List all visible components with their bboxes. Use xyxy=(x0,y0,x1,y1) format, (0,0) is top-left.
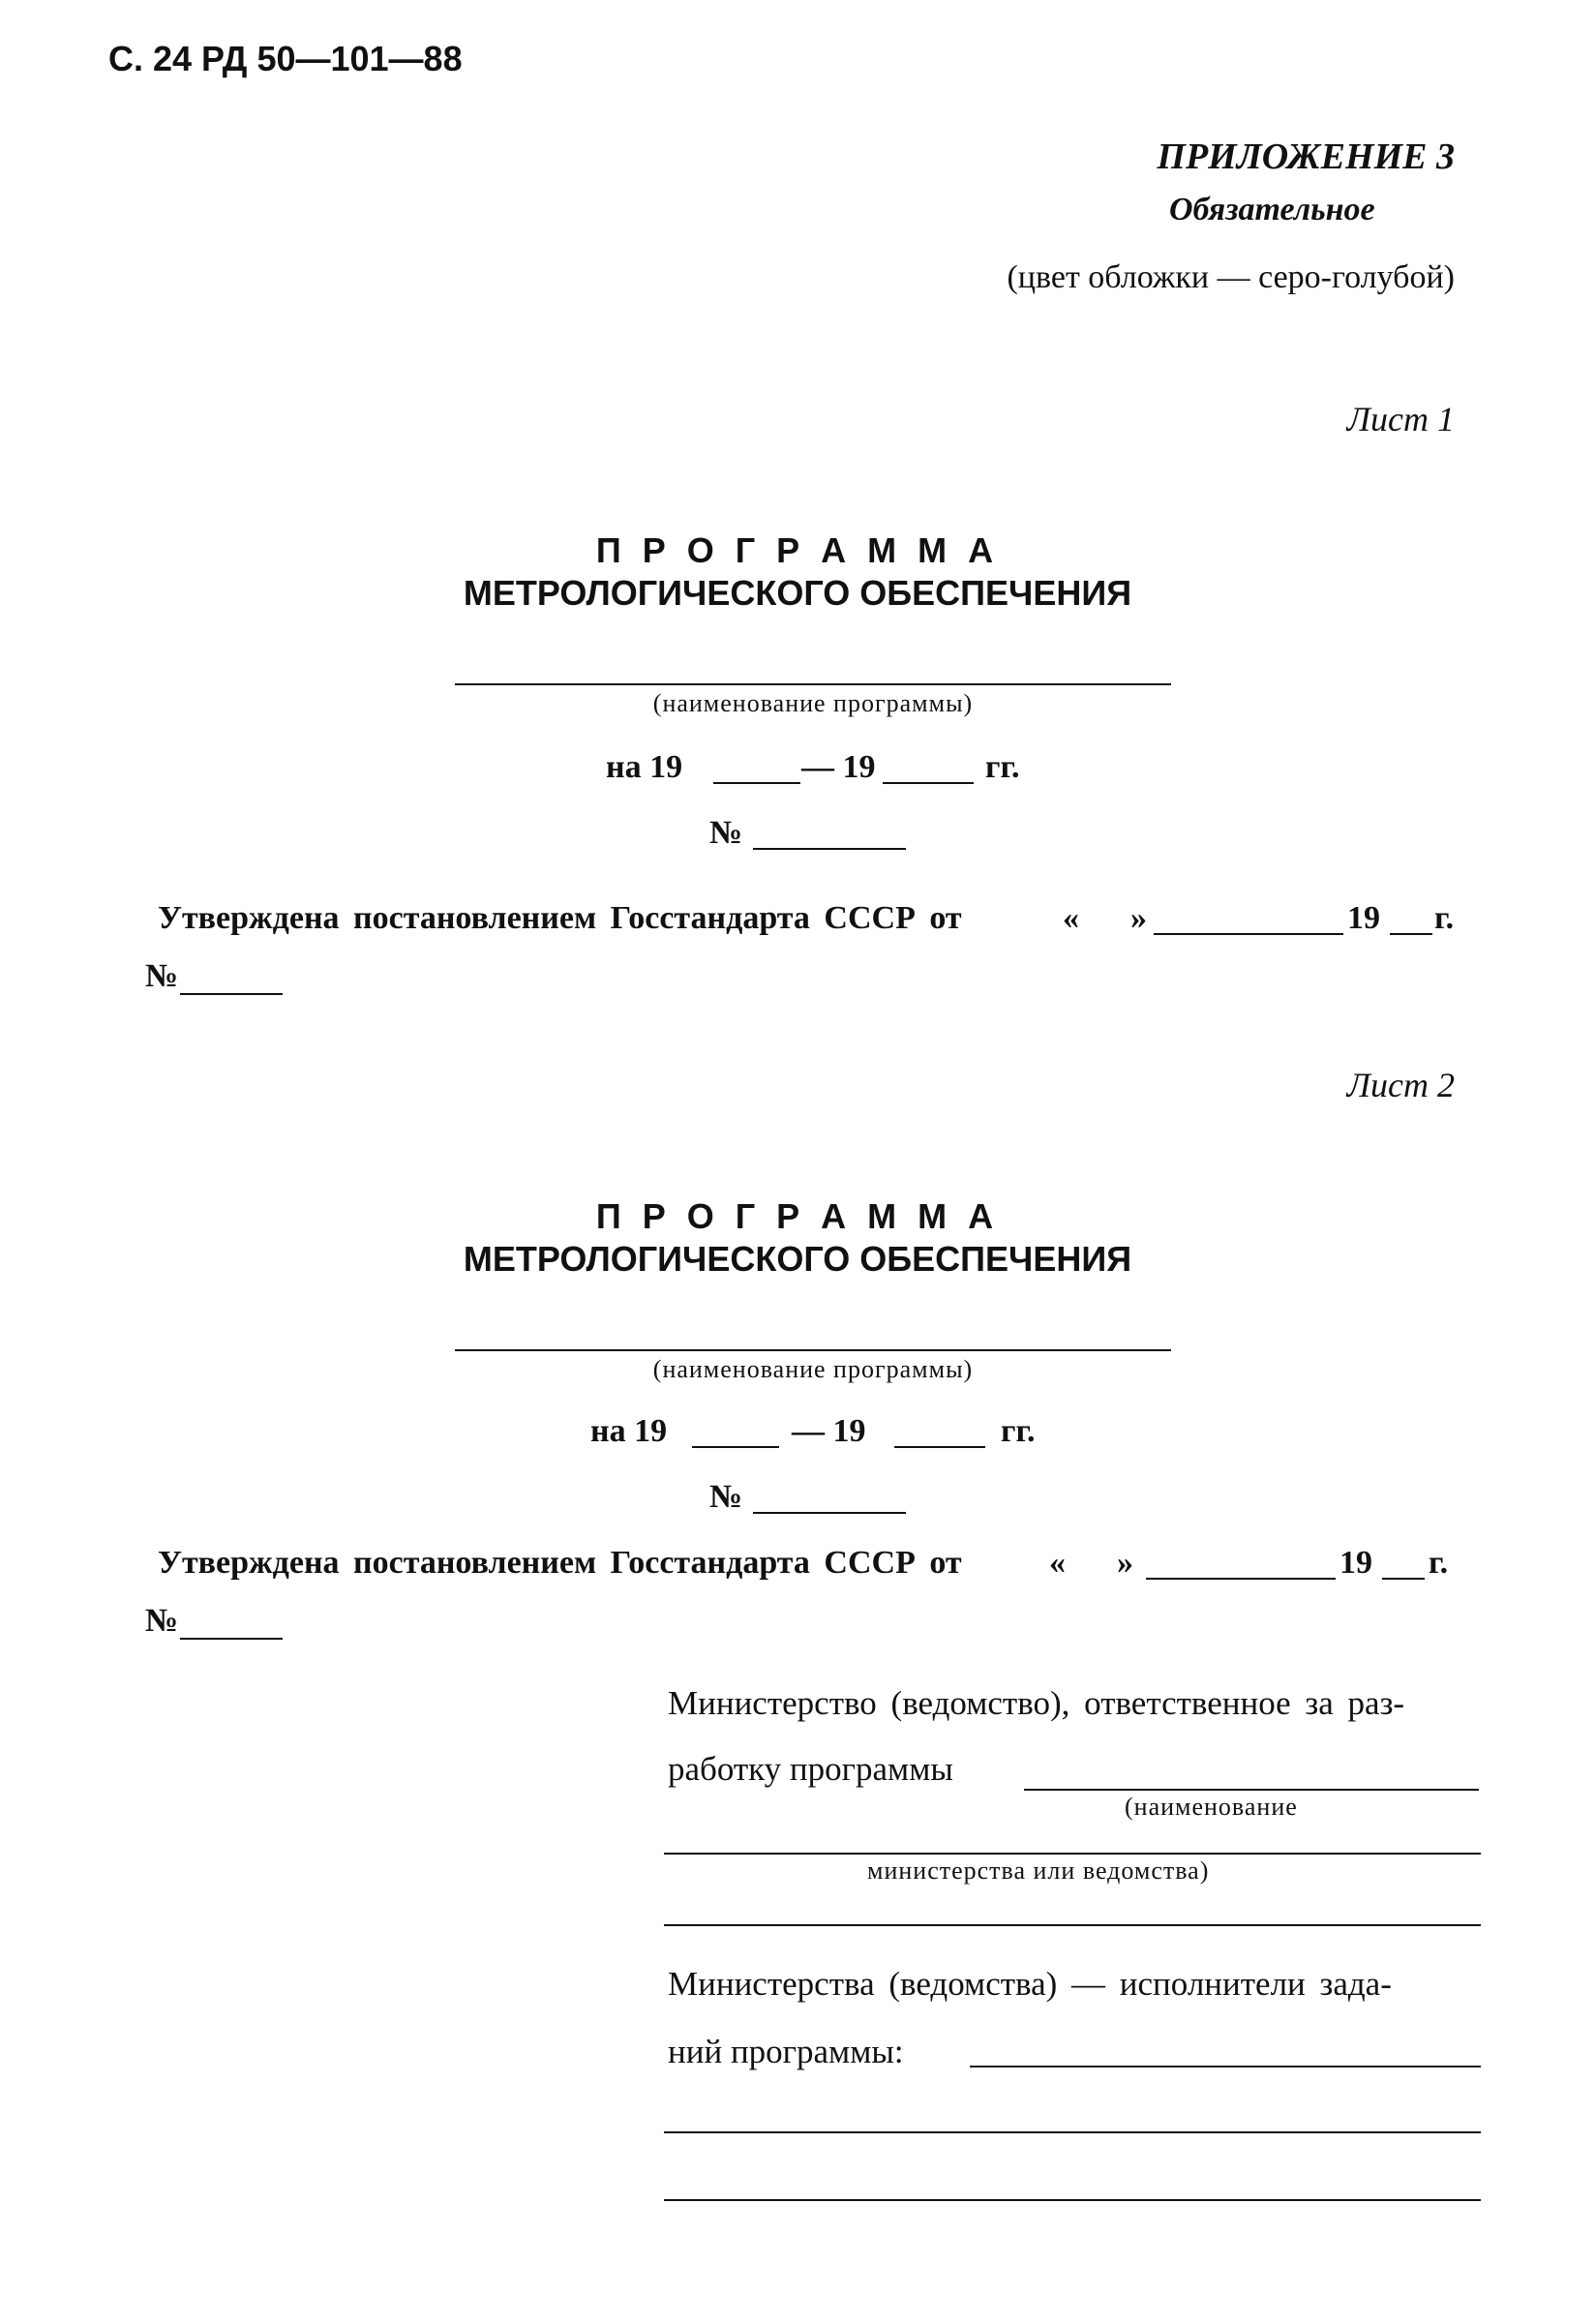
sheet-2-years-suffix: гг. xyxy=(1001,1413,1036,1449)
ministry-name-line-1 xyxy=(1024,1789,1479,1791)
sheet-1-approval-open-quote: « xyxy=(1063,900,1079,936)
sheet-1-program-name-caption: (наименование программы) xyxy=(652,689,974,717)
sheet-2-program-name-caption: (наименование программы) xyxy=(652,1355,974,1383)
sheet-1-year-to-blank xyxy=(883,782,974,784)
sheet-2-number-blank xyxy=(753,1512,906,1514)
sheet-1-approval-year-prefix: 19 xyxy=(1347,900,1380,936)
sheet-2-subtitle: МЕТРОЛОГИЧЕСКОГО ОБЕСПЕЧЕНИЯ xyxy=(463,1239,1132,1279)
sheet-2-approval-number-blank xyxy=(180,1638,283,1640)
executors-line-1 xyxy=(970,2066,1481,2067)
sheet-2-approval-year-suffix: г. xyxy=(1429,1545,1449,1581)
sheet-1-years-dash: — 19 xyxy=(801,749,876,785)
sheet-1-number-blank xyxy=(753,848,906,850)
cover-color-note: (цвет обложки — серо-голубой) xyxy=(1007,259,1455,295)
sheet-2-approval-close-quote: » xyxy=(1117,1545,1133,1581)
sheet-2-label: Лист 2 xyxy=(1346,1066,1455,1104)
ministry-name-line-3 xyxy=(664,1924,1481,1926)
sheet-1-approval-number-sign: № xyxy=(145,958,179,994)
sheet-2-year-to-blank xyxy=(894,1446,985,1448)
sheet-1-year-from-blank xyxy=(713,782,800,784)
sheet-2-program-name-line xyxy=(455,1349,1171,1351)
sheet-2-title: П Р О Г Р А М М А xyxy=(595,1196,1000,1236)
sheet-1-approval-date-blank xyxy=(1154,933,1343,935)
ministry-name-line-2 xyxy=(664,1853,1481,1855)
sheet-2-year-from-blank xyxy=(692,1446,779,1448)
sheet-2-approval-date-blank xyxy=(1146,1578,1336,1580)
sheet-2-approval-year-prefix: 19 xyxy=(1339,1545,1372,1581)
appendix-status: Обязательное xyxy=(1169,192,1375,227)
sheet-2-approval-text: Утверждена постановлением Госстандарта СССР от xyxy=(158,1545,962,1581)
sheet-2-years-dash: — 19 xyxy=(792,1413,866,1449)
sheet-1-years-suffix: гг. xyxy=(985,749,1020,785)
executors-line-2 xyxy=(664,2131,1481,2133)
appendix-title: ПРИЛОЖЕНИЕ 3 xyxy=(1157,136,1455,177)
ministry-name-caption-1: (наименование xyxy=(1125,1793,1298,1821)
sheet-2-approval-year-blank xyxy=(1382,1578,1425,1580)
sheet-1-label: Лист 1 xyxy=(1346,400,1455,438)
sheet-1-approval-year-blank xyxy=(1390,933,1432,935)
sheet-1-approval-number-blank xyxy=(180,993,283,995)
executors-line-3 xyxy=(664,2199,1481,2201)
sheet-2-approval-number-sign: № xyxy=(145,1603,179,1639)
sheet-1-subtitle: МЕТРОЛОГИЧЕСКОГО ОБЕСПЕЧЕНИЯ xyxy=(463,573,1132,613)
sheet-1-program-name-line xyxy=(455,683,1171,685)
sheet-1-approval-text: Утверждена постановлением Госстандарта СССР от xyxy=(158,900,962,936)
sheet-2-number-sign: № xyxy=(709,1479,743,1515)
sheet-1-approval-year-suffix: г. xyxy=(1434,900,1455,936)
sheet-1-number-sign: № xyxy=(709,815,743,851)
ministry-name-caption-2: министерства или ведомства) xyxy=(867,1856,1210,1885)
ministry-responsible-line-1: Министерство (ведомство), ответственное за раз- xyxy=(668,1684,1405,1722)
page-reference: С. 24 РД 50—101—88 xyxy=(108,39,463,78)
sheet-2-years-prefix: на 19 xyxy=(590,1413,668,1449)
ministries-executors-line-2: ний программы: xyxy=(668,2033,904,2070)
ministry-responsible-line-2: работку программы xyxy=(668,1750,953,1788)
sheet-1-years-prefix: на 19 xyxy=(606,749,683,785)
ministries-executors-line-1: Министерства (ведомства) — исполнители зада- xyxy=(668,1965,1392,2003)
sheet-1-approval-close-quote: » xyxy=(1130,900,1147,936)
sheet-2-approval-open-quote: « xyxy=(1049,1545,1066,1581)
sheet-1-title: П Р О Г Р А М М А xyxy=(595,530,1000,570)
